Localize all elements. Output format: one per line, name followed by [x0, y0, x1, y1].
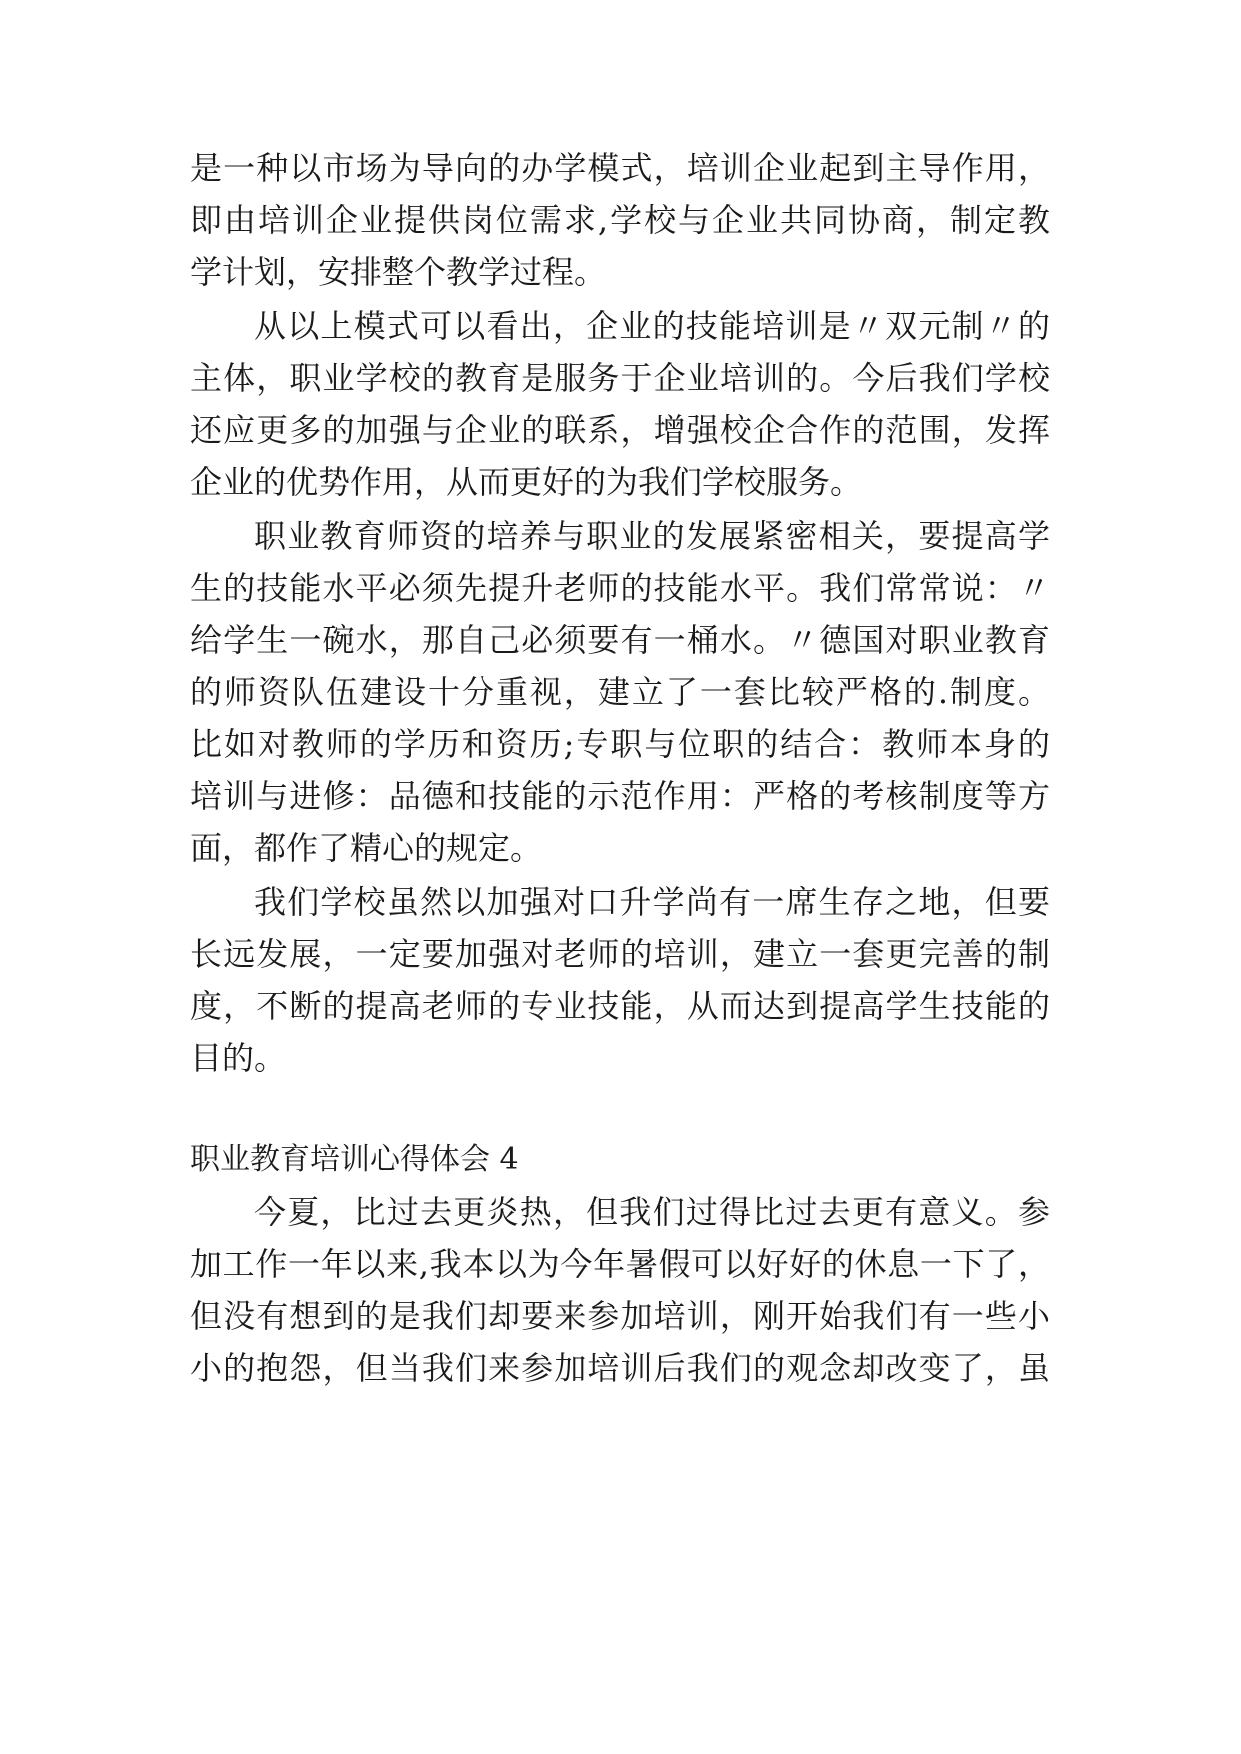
paragraph-4-line-3: 度，不断的提高老师的专业技能，从而达到提高学生技能的 — [190, 987, 1050, 1025]
paragraph-3-line-2: 生的技能水平必须先提升老师的技能水平。我们常常说：〃 — [190, 569, 1050, 607]
paragraph-1-line-3: 学计划，安排整个教学过程。 — [190, 253, 607, 291]
paragraph-2-line-1: 从以上模式可以看出，企业的技能培训是〃双元制〃的 — [254, 307, 1050, 345]
paragraph-3-line-7: 面，都作了精心的规定。 — [190, 829, 543, 867]
paragraph-1-line-1: 是一种以市场为导向的办学模式，培训企业起到主导作用， — [190, 149, 1050, 187]
paragraph-2-line-3: 还应更多的加强与企业的联系，增强校企合作的范围，发挥 — [190, 411, 1050, 449]
section-heading: 职业教育培训心得体会 4 — [190, 1142, 519, 1177]
paragraph-5-line-3: 但没有想到的是我们却要来参加培训，刚开始我们有一些小 — [190, 1297, 1050, 1335]
paragraph-3-line-6: 培训与进修：品德和技能的示范作用：严格的考核制度等方 — [190, 777, 1050, 815]
paragraph-4-line-1: 我们学校虽然以加强对口升学尚有一席生存之地，但要 — [254, 883, 1050, 921]
paragraph-2-line-2: 主体，职业学校的教育是服务于企业培训的。今后我们学校 — [190, 359, 1050, 397]
paragraph-5-line-2: 加工作一年以来,我本以为今年暑假可以好好的休息一下了， — [190, 1245, 1050, 1283]
paragraph-3-line-3: 给学生一碗水，那自己必须要有一桶水。〃德国对职业教育 — [190, 621, 1050, 659]
paragraph-3-line-4: 的师资队伍建设十分重视，建立了一套比较严格的.制度。 — [190, 673, 1050, 711]
paragraph-2-line-4: 企业的优势作用，从而更好的为我们学校服务。 — [190, 463, 863, 501]
paragraph-3-line-1: 职业教育师资的培养与职业的发展紧密相关，要提高学 — [254, 517, 1050, 555]
paragraph-4-line-2: 长远发展，一定要加强对老师的培训，建立一套更完善的制 — [190, 935, 1050, 973]
paragraph-5-line-1: 今夏，比过去更炎热，但我们过得比过去更有意义。参 — [254, 1193, 1050, 1231]
paragraph-4-line-4: 目的。 — [190, 1039, 287, 1077]
paragraph-1-line-2: 即由培训企业提供岗位需求,学校与企业共同协商，制定教 — [190, 201, 1050, 239]
paragraph-5-line-4: 小的抱怨，但当我们来参加培训后我们的观念却改变了，虽 — [190, 1349, 1050, 1387]
paragraph-3-line-5: 比如对教师的学历和资历;专职与位职的结合：教师本身的 — [190, 725, 1050, 763]
